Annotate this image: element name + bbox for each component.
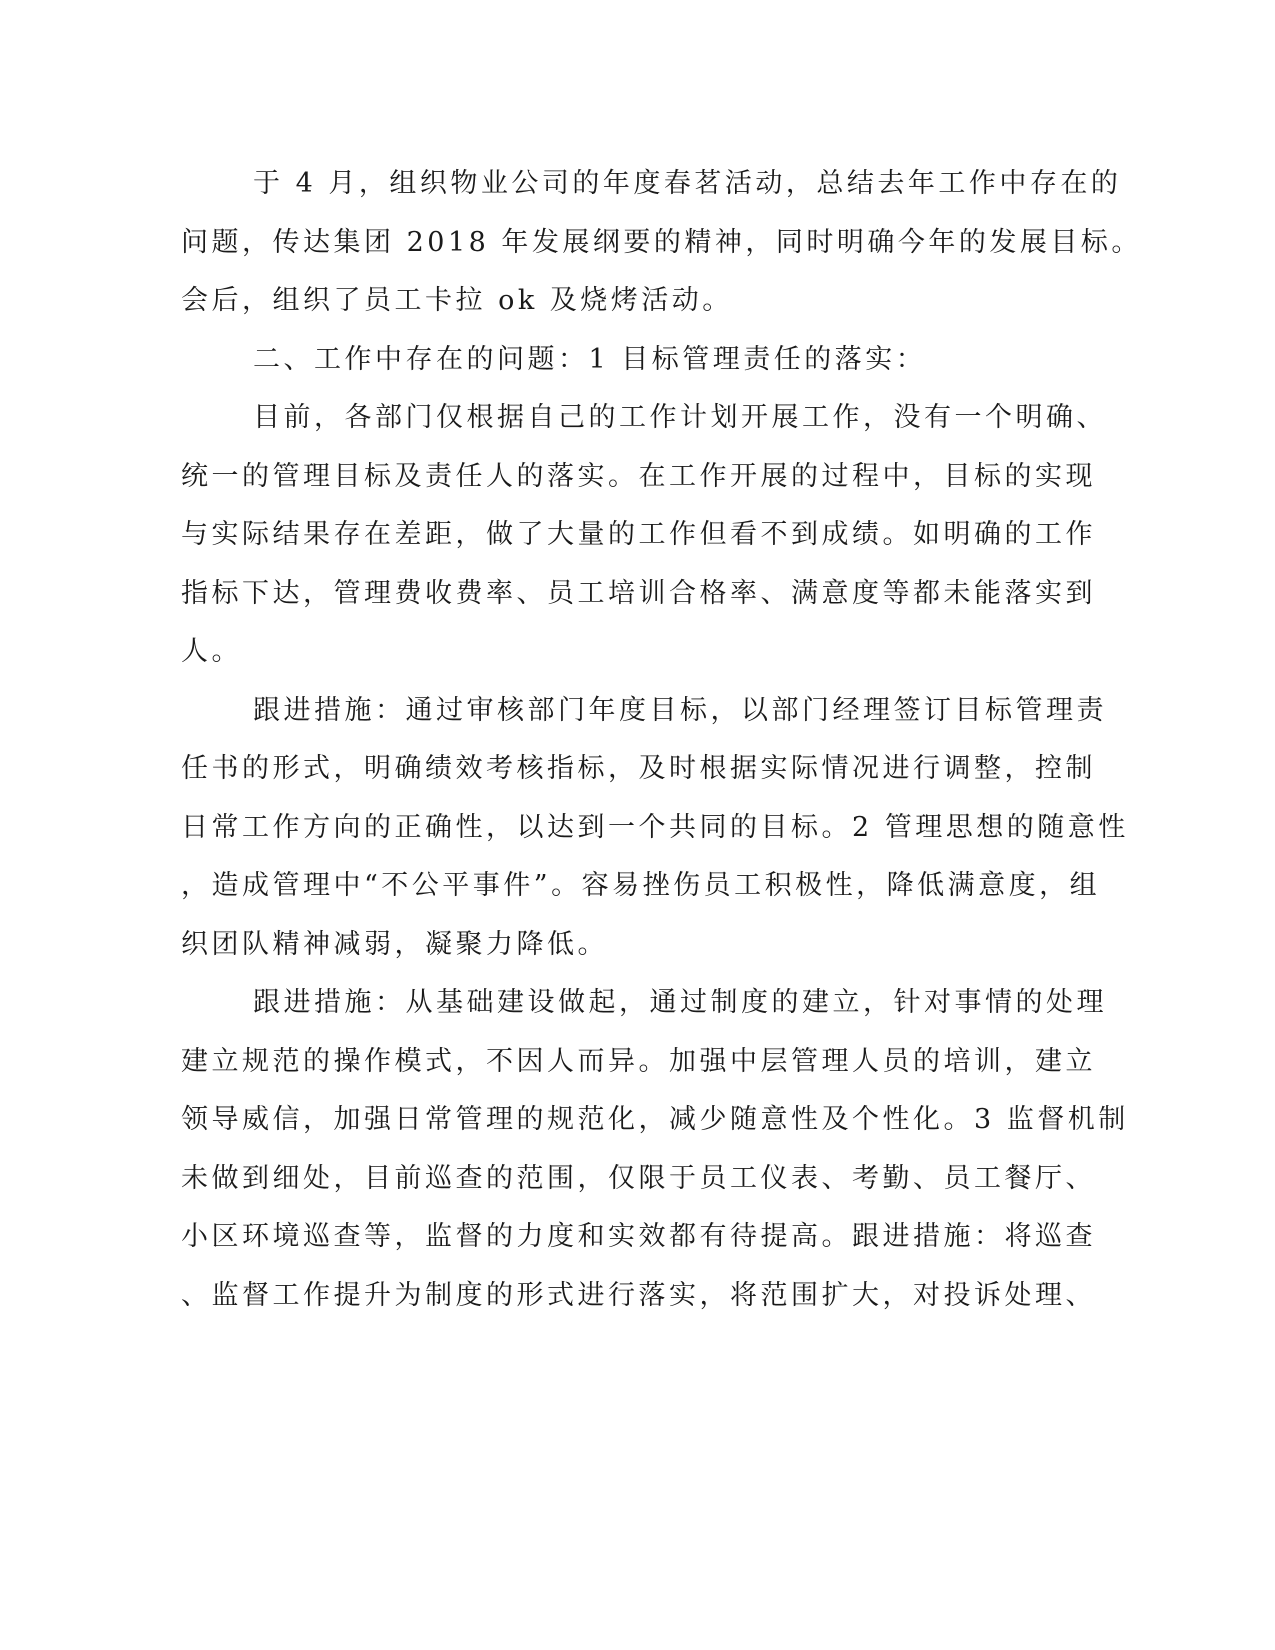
text-line: 目前，各部门仅根据自己的工作计划开展工作，没有一个明确、 [253, 402, 1107, 433]
text-line: ，造成管理中“不公平事件”。容易挫伤员工积极性，降低满意度，组 [181, 870, 1101, 901]
text-line: 小区环境巡查等，监督的力度和实效都有待提高。跟进措施：将巡查 [181, 1221, 1096, 1252]
text-line: 领导威信，加强日常管理的规范化，减少随意性及个性化。3 监督机制 [181, 1104, 1129, 1135]
text-line: 跟进措施：从基础建设做起，通过制度的建立，针对事情的处理 [253, 987, 1107, 1018]
body-text [181, 155, 1142, 1325]
text-line: 会后，组织了员工卡拉 ok 及烧烤活动。 [181, 285, 733, 316]
text-line: 未做到细处，目前巡查的范围，仅限于员工仪表、考勤、员工餐厅、 [181, 1162, 1096, 1194]
text-line: 与实际结果存在差距，做了大量的工作但看不到成绩。如明确的工作 [181, 519, 1096, 550]
text-line: 于 4 月，组织物业公司的年度春茗活动，总结去年工作中存在的 [253, 168, 1122, 199]
text-line: 问题，传达集团 2018 年发展纲要的精神，同时明确今年的发展目标。 [181, 226, 1142, 258]
text-line: 建立规范的操作模式，不因人而异。加强中层管理人员的培训，建立 [181, 1045, 1096, 1077]
text-line: 跟进措施：通过审核部门年度目标，以部门经理签订目标管理责 [253, 694, 1107, 726]
text-line: 织团队精神减弱，凝聚力降低。 [181, 928, 608, 960]
text-line: 统一的管理目标及责任人的落实。在工作开展的过程中，目标的实现 [181, 460, 1096, 492]
text-line: 日常工作方向的正确性，以达到一个共同的目标。2 管理思想的随意性 [181, 811, 1129, 843]
text-line: 二、工作中存在的问题：1 目标管理责任的落实： [253, 343, 927, 375]
text-line: 任书的形式，明确绩效考核指标，及时根据实际情况进行调整，控制 [181, 753, 1096, 784]
text-line: 指标下达，管理费收费率、员工培训合格率、满意度等都未能落实到 [181, 577, 1096, 609]
text-line: 人。 [181, 636, 242, 667]
text-line: 、监督工作提升为制度的形式进行落实，将范围扩大，对投诉处理、 [181, 1279, 1096, 1311]
